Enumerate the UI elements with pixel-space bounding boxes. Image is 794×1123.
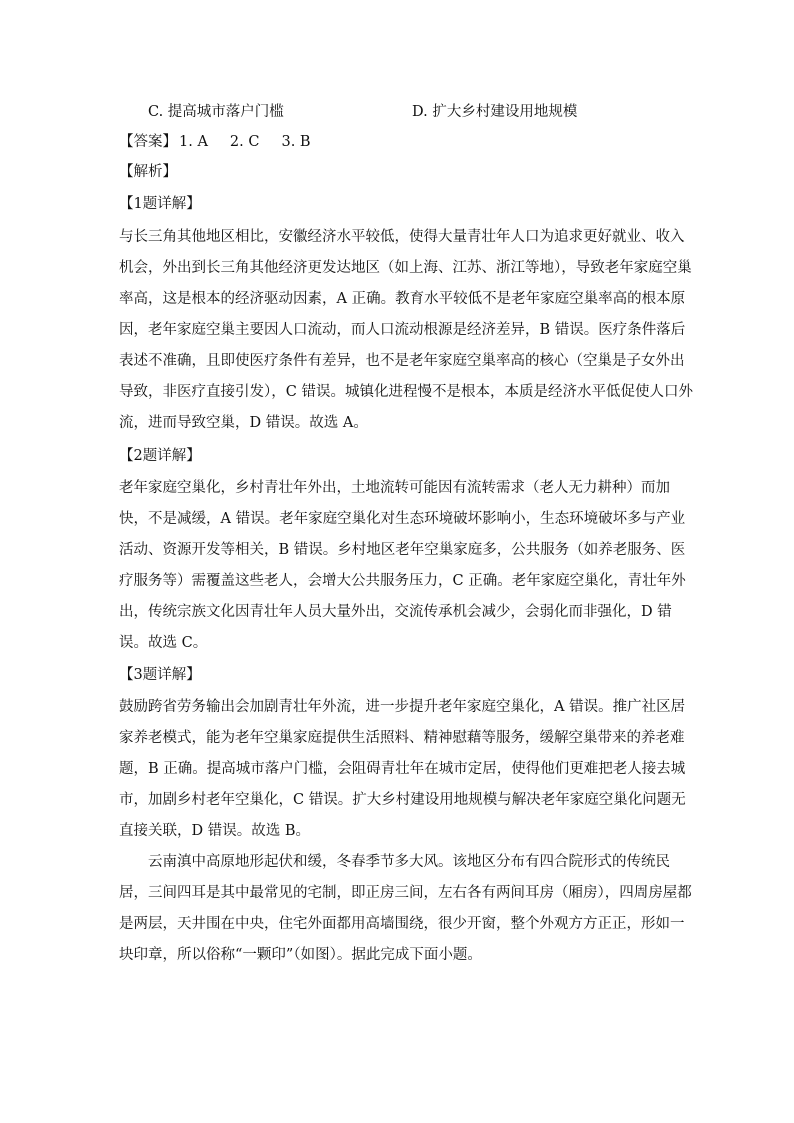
answer-item: 2. C	[229, 134, 260, 150]
paragraph-line: 误。故选 C。	[119, 635, 208, 651]
q2-explanation	[119, 473, 686, 659]
paragraph-line: 家养老模式，能为老年空巢家庭提供生活照料、精神慰藉等服务，缓解空巢带来的养老难	[119, 730, 685, 746]
paragraph-line: 市，加剧乡村老年空巢化，C 错误。扩大乡村建设用地规模与解决老年家庭空巢化问题无	[119, 792, 686, 808]
paragraph-line: 与长三角其他地区相比，安徽经济水平较低，使得大量青壮年人口为追求更好就业、收入	[119, 229, 685, 245]
paragraph-line: 疗服务等）需覆盖这些老人，会增大公共服务压力，C 正确。老年家庭空巢化，青壮年外	[119, 573, 686, 589]
paragraph-line: 云南滇中高原地形起伏和缓，冬春季节多大风。该地区分布有四合院形式的传统民	[119, 854, 670, 870]
q1-explanation	[119, 222, 693, 439]
paragraph-line: 表述不准确，且即使医疗条件有差异，也不是老年家庭空巢率高的核心（空巢是子女外出	[119, 353, 685, 369]
answer-item: 3. B	[281, 134, 311, 150]
answer-label: 【答案】	[119, 134, 177, 150]
paragraph-line: 直接关联，D 错误。故选 B。	[119, 823, 310, 839]
q3-explanation	[119, 692, 686, 847]
analysis-label: 【解析】	[119, 164, 177, 180]
q2-label: 【2题详解】	[119, 448, 201, 464]
answer-options-row	[148, 101, 708, 123]
paragraph-line: 机会，外出到长三角其他经济更发达地区（如上海、江苏、浙江等地），导致老年家庭空巢	[119, 260, 692, 276]
paragraph-line: 块印章，所以俗称“一颗印”（如图）。据此完成下面小题。	[119, 947, 482, 963]
paragraph-line: 因，老年家庭空巢主要因人口流动，而人口流动根源是经济差异，B 错误。医疗条件落后	[119, 322, 686, 338]
answer-item: 1. A	[179, 134, 208, 150]
passage-paragraph	[119, 847, 692, 971]
paragraph-line: 是两层，天井围在中央，住宅外面都用高墙围绕，很少开窗，整个外观方方正正，形如一	[119, 916, 685, 932]
paragraph-line: 活动、资源开发等相关，B 错误。乡村地区老年空巢家庭多，公共服务（如养老服务、医	[119, 542, 686, 558]
paragraph-line: 流，进而导致空巢，D 错误。故选 A。	[119, 415, 368, 431]
paragraph-line: 出，传统宗族文化因青壮年人员大量外出，交流传承机会减少，会弱化而非强化，D 错	[119, 604, 672, 620]
paragraph-line: 快，不是减缓，A 错误。老年家庭空巢化对生态环境破坏影响小，生态环境破坏多与产业	[119, 511, 686, 527]
option-c: C. 提高城市落户门槛	[148, 104, 284, 120]
paragraph-line: 居，三间四耳是其中最常见的宅制，即正房三间，左右各有两间耳房（厢房），四周房屋都	[119, 885, 692, 901]
paragraph-line: 率高，这是根本的经济驱动因素，A 正确。教育水平较低不是老年家庭空巢率高的根本原	[119, 291, 686, 307]
q3-label: 【3题详解】	[119, 667, 201, 683]
paragraph-line: 导致，非医疗直接引发），C 错误。城镇化进程慢不是根本，本质是经济水平低促使人口外	[119, 384, 693, 400]
paragraph-line: 鼓励跨省劳务输出会加剧青壮年外流，进一步提升老年家庭空巢化，A 错误。推广社区居	[119, 699, 686, 715]
q1-label: 【1题详解】	[119, 196, 201, 212]
paragraph-line: 老年家庭空巢化，乡村青壮年外出，土地流转可能因有流转需求（老人无力耕种）而加	[119, 480, 670, 496]
paragraph-line: 题，B 正确。提高城市落户门槛，会阻碍青壮年在城市定居，使得他们更难把老人接去城	[119, 761, 686, 777]
option-d: D. 扩大乡村建设用地规模	[412, 104, 578, 120]
answer-items	[179, 134, 333, 150]
answer-line	[119, 131, 333, 153]
